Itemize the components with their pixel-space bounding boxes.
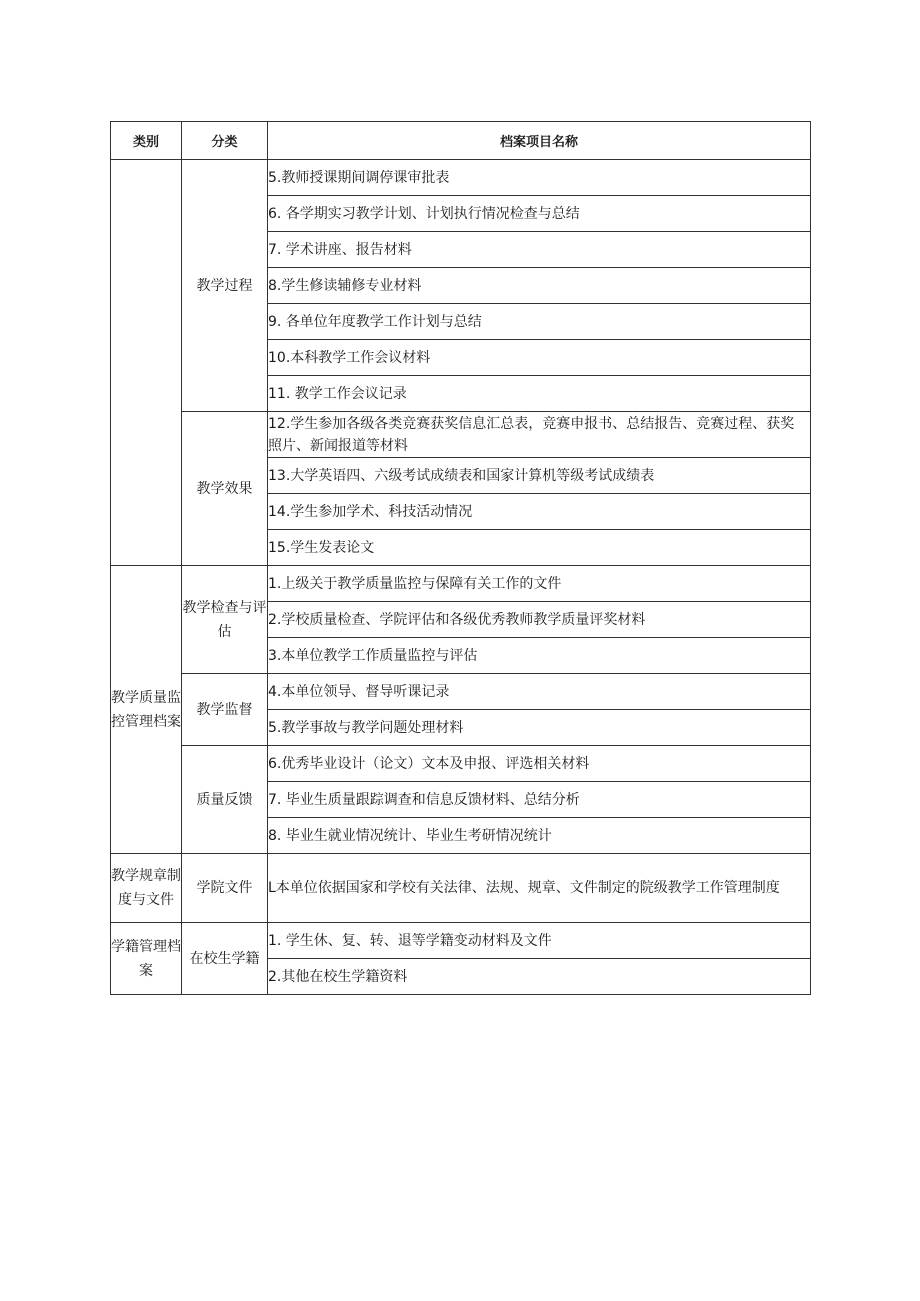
item-cell: 3.本单位教学工作质量监控与评估: [268, 638, 811, 674]
table-row: [111, 923, 811, 959]
item-cell: 5.教师授课期间调停课审批表: [268, 160, 811, 196]
item-cell: 5.教学事故与教学问题处理材料: [268, 710, 811, 746]
item-cell: 7. 学术讲座、报告材料: [268, 232, 811, 268]
table-row: [111, 412, 811, 458]
category-cell: 学籍管理档案: [111, 923, 182, 995]
item-cell: 7. 毕业生质量跟踪调查和信息反馈材料、总结分析: [268, 782, 811, 818]
subcategory-cell: 教学检查与评估: [182, 566, 268, 674]
header-row: [111, 122, 811, 160]
item-cell: 6.优秀毕业设计（论文）文本及申报、评选相关材料: [268, 746, 811, 782]
table-row: [111, 566, 811, 602]
category-cell: [111, 160, 182, 566]
item-cell: 11. 教学工作会议记录: [268, 376, 811, 412]
header-category: 类别: [111, 122, 182, 160]
item-cell: 6. 各学期实习教学计划、计划执行情况检查与总结: [268, 196, 811, 232]
category-cell: 教学规章制度与文件: [111, 854, 182, 923]
item-cell: 1.上级关于教学质量监控与保障有关工作的文件: [268, 566, 811, 602]
item-cell: 9. 各单位年度教学工作计划与总结: [268, 304, 811, 340]
table-row: [111, 854, 811, 923]
item-cell: L本单位依据国家和学校有关法律、法规、规章、文件制定的院级教学工作管理制度: [268, 854, 811, 923]
item-cell: 4.本单位领导、督导听课记录: [268, 674, 811, 710]
item-cell: 8. 毕业生就业情况统计、毕业生考研情况统计: [268, 818, 811, 854]
item-cell: 12.学生参加各级各类竞赛获奖信息汇总表，竞赛申报书、总结报告、竞赛过程、获奖照片、新闻报道等材料: [268, 412, 811, 458]
item-cell: 2.其他在校生学籍资料: [268, 959, 811, 995]
subcategory-cell: 教学过程: [182, 160, 268, 412]
item-cell: 1. 学生休、复、转、退等学籍变动材料及文件: [268, 923, 811, 959]
category-cell: 教学质量监控管理档案: [111, 566, 182, 854]
table-row: [111, 674, 811, 710]
item-cell: 8.学生修读辅修专业材料: [268, 268, 811, 304]
item-cell: 2.学校质量检查、学院评估和各级优秀教师教学质量评奖材料: [268, 602, 811, 638]
subcategory-cell: 学院文件: [182, 854, 268, 923]
archive-table: [110, 121, 811, 995]
subcategory-cell: 在校生学籍: [182, 923, 268, 995]
subcategory-cell: 教学效果: [182, 412, 268, 566]
header-item-name: 档案项目名称: [268, 122, 811, 160]
subcategory-cell: 教学监督: [182, 674, 268, 746]
subcategory-cell: 质量反馈: [182, 746, 268, 854]
item-cell: 14.学生参加学术、科技活动情况: [268, 494, 811, 530]
table-row: [111, 160, 811, 196]
header-subcategory: 分类: [182, 122, 268, 160]
item-cell: 10.本科教学工作会议材料: [268, 340, 811, 376]
item-cell: 15.学生发表论文: [268, 530, 811, 566]
item-cell: 13.大学英语四、六级考试成绩表和国家计算机等级考试成绩表: [268, 458, 811, 494]
table-row: [111, 746, 811, 782]
